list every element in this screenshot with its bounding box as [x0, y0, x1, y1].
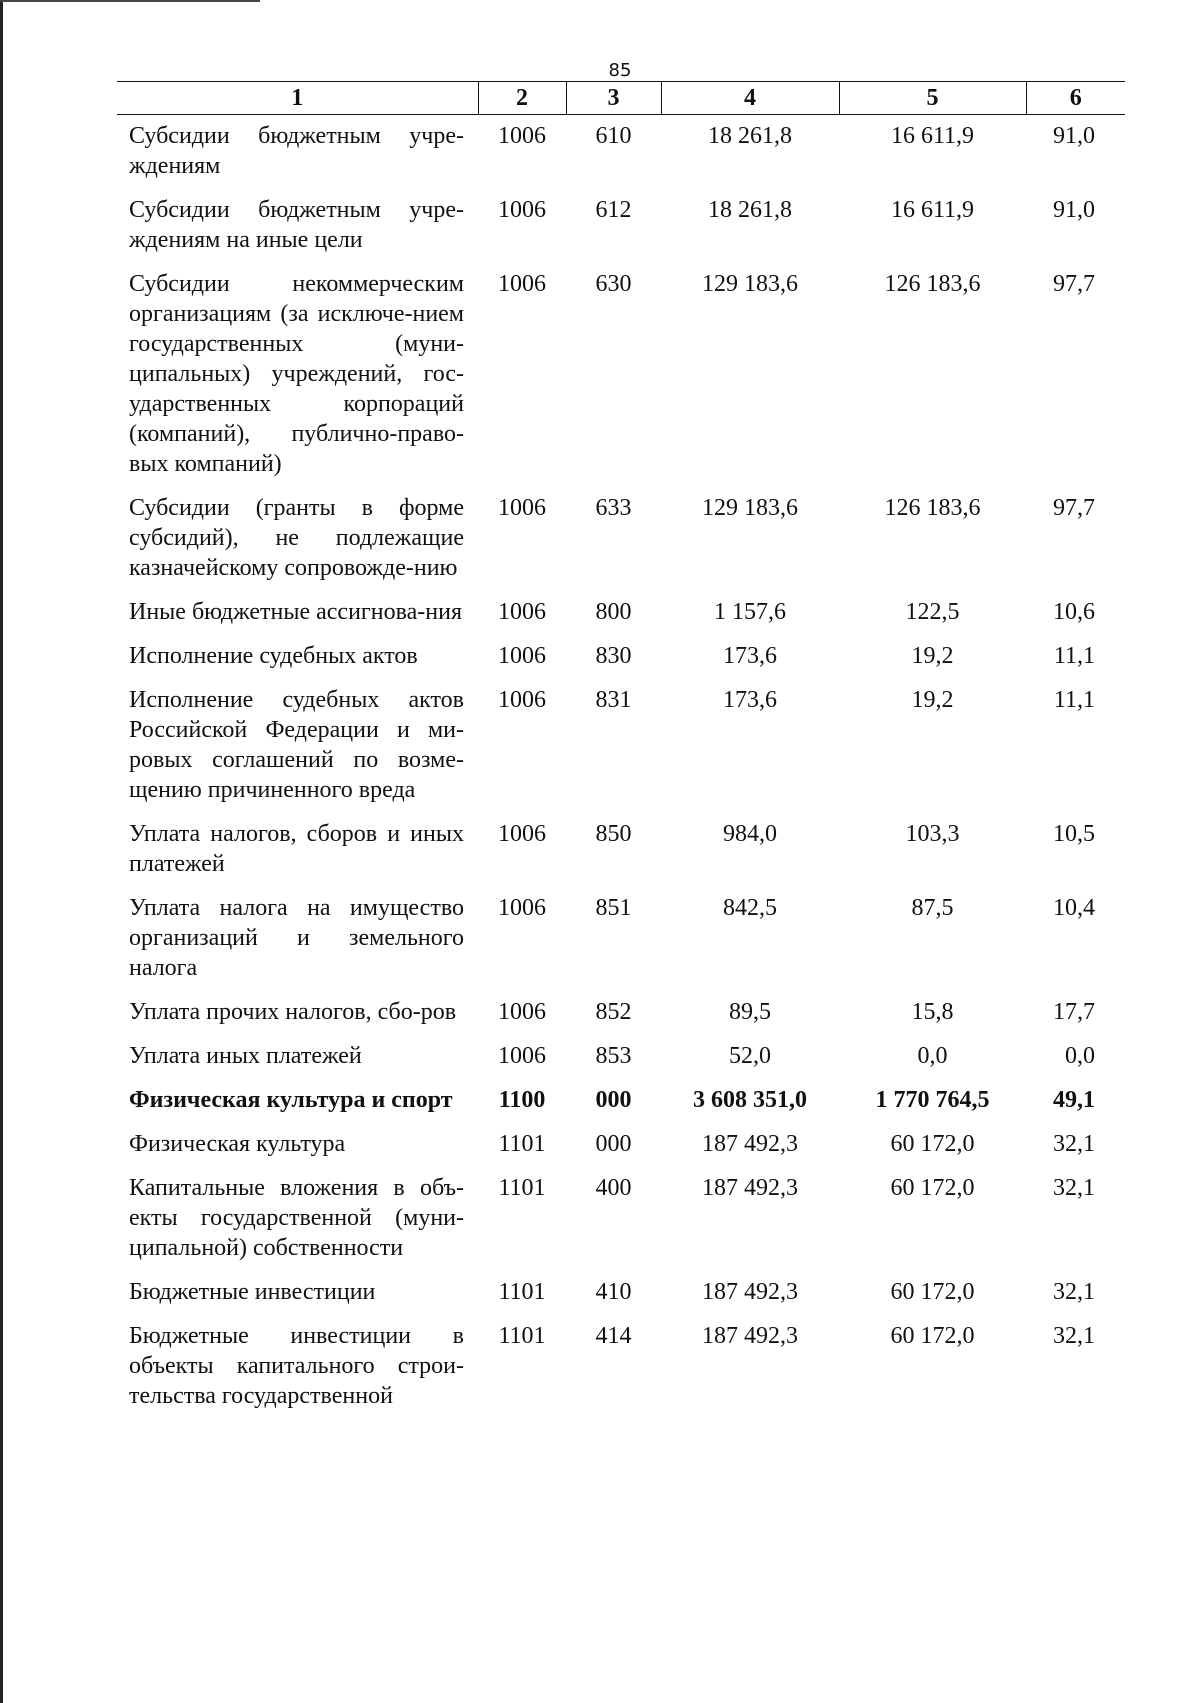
row-expense-type: 830: [595, 643, 632, 669]
row-executed-amount: 103,3: [905, 821, 960, 847]
row-execution-percent: 10,5: [1053, 821, 1095, 847]
row-executed-amount: 126 183,6: [884, 271, 981, 297]
page-number: 85: [608, 60, 632, 81]
row-planned-amount: 1 157,6: [714, 599, 786, 625]
row-planned-amount: 173,6: [723, 643, 777, 669]
row-expense-type: 852: [595, 999, 632, 1025]
scan-edge-left: [0, 0, 3, 1703]
row-expense-type: 610: [595, 123, 632, 149]
row-execution-percent: 32,1: [1053, 1323, 1095, 1349]
row-executed-amount: 16 611,9: [890, 197, 975, 223]
row-planned-amount: 18 261,8: [708, 123, 792, 149]
header-col-2: 2: [478, 82, 566, 115]
row-section-code: 1006: [498, 895, 546, 921]
header-col-4: 4: [661, 82, 839, 115]
row-label: Исполнение судебных актов Российской Федерации и ми-ровых соглашений по возме-щению причиненного вреда: [129, 687, 464, 803]
row-label: Уплата налога на имущество организаций и земельного налога: [129, 895, 464, 981]
row-execution-percent: 32,1: [1053, 1131, 1095, 1157]
row-executed-amount: 122,5: [905, 599, 960, 625]
row-execution-percent: 91,0: [1053, 197, 1095, 223]
table-row: [117, 115, 1125, 196]
row-expense-type: 831: [595, 687, 632, 713]
row-label: Капитальные вложения в объ-екты государственной (муни-ципальной) собственности: [129, 1175, 464, 1261]
row-section-code: 1006: [498, 271, 546, 297]
row-expense-type: 853: [595, 1043, 632, 1069]
row-label: Субсидии (гранты в форме субсидий), не подлежащие казначейскому сопровожде-нию: [129, 495, 464, 581]
row-section-code: 1100: [498, 1087, 546, 1113]
table-row: [117, 1173, 1125, 1277]
row-label: Иные бюджетные ассигнова-ния: [129, 599, 462, 625]
row-execution-percent: 97,7: [1053, 495, 1095, 521]
row-planned-amount: 187 492,3: [702, 1279, 798, 1305]
row-planned-amount: 187 492,3: [702, 1175, 798, 1201]
row-section-code: 1006: [498, 1043, 546, 1069]
row-expense-type: 851: [595, 895, 632, 921]
row-executed-amount: 16 611,9: [890, 123, 975, 149]
row-expense-type: 000: [595, 1087, 632, 1113]
row-planned-amount: 89,5: [729, 999, 771, 1025]
row-planned-amount: 129 183,6: [702, 495, 798, 521]
row-executed-amount: 1 770 764,5: [875, 1087, 990, 1113]
row-expense-type: 400: [595, 1175, 632, 1201]
table-body: [117, 115, 1125, 1426]
header-col-5: 5: [839, 82, 1026, 115]
row-execution-percent: 49,1: [1053, 1087, 1095, 1113]
row-section-code: 1006: [498, 643, 546, 669]
row-planned-amount: 187 492,3: [702, 1323, 798, 1349]
row-section-code: 1006: [498, 687, 546, 713]
row-executed-amount: 60 172,0: [890, 1279, 975, 1305]
row-execution-percent: 10,4: [1053, 895, 1095, 921]
row-label: Уплата налогов, сборов и иных платежей: [129, 821, 464, 877]
row-expense-type: 612: [595, 197, 632, 223]
row-execution-percent: 10,6: [1053, 599, 1095, 625]
row-label: Бюджетные инвестиции в объекты капитального строи-тельства государственной: [129, 1323, 464, 1409]
row-label: Уплата иных платежей: [129, 1043, 362, 1069]
row-planned-amount: 18 261,8: [708, 197, 792, 223]
header-row: [117, 82, 1125, 115]
row-section-code: 1006: [498, 999, 546, 1025]
row-executed-amount: 0,0: [917, 1043, 948, 1069]
table-row: [117, 1129, 1125, 1173]
row-label: Субсидии бюджетным учре- ждениям на иные цели: [129, 197, 464, 253]
row-section-code: 1006: [498, 495, 546, 521]
row-executed-amount: 60 172,0: [890, 1323, 975, 1349]
row-section-code: 1101: [498, 1323, 546, 1349]
row-section-code: 1006: [498, 123, 546, 149]
row-execution-percent: 32,1: [1053, 1279, 1095, 1305]
row-execution-percent: 97,7: [1053, 271, 1095, 297]
row-execution-percent: 11,1: [1053, 643, 1095, 669]
row-executed-amount: 60 172,0: [890, 1175, 975, 1201]
row-execution-percent: 11,1: [1053, 687, 1095, 713]
row-execution-percent: 32,1: [1053, 1175, 1095, 1201]
table-row: [117, 685, 1125, 819]
table-row: [117, 893, 1125, 997]
row-executed-amount: 19,2: [911, 643, 954, 669]
row-expense-type: 800: [595, 599, 632, 625]
table-row: [117, 1277, 1125, 1321]
row-expense-type: 850: [595, 821, 632, 847]
header-col-1: 1: [117, 82, 478, 115]
table-row: [117, 1321, 1125, 1425]
table-row: [117, 641, 1125, 685]
header-col-3: 3: [566, 82, 661, 115]
row-planned-amount: 3 608 351,0: [693, 1087, 807, 1113]
row-expense-type: 630: [595, 271, 632, 297]
row-planned-amount: 52,0: [729, 1043, 771, 1069]
row-expense-type: 000: [595, 1131, 632, 1157]
row-section-code: 1101: [498, 1131, 546, 1157]
table-row: [117, 493, 1125, 597]
row-planned-amount: 984,0: [723, 821, 777, 847]
row-executed-amount: 60 172,0: [890, 1131, 975, 1157]
row-executed-amount: 126 183,6: [884, 495, 981, 521]
row-expense-type: 633: [595, 495, 632, 521]
row-execution-percent: 17,7: [1053, 999, 1095, 1025]
row-executed-amount: 87,5: [911, 895, 954, 921]
row-planned-amount: 129 183,6: [702, 271, 798, 297]
budget-table-container: [117, 81, 1125, 1425]
table-row: [117, 819, 1125, 893]
row-section-code: 1101: [498, 1175, 546, 1201]
header-col-6: 6: [1026, 82, 1125, 115]
row-planned-amount: 173,6: [723, 687, 777, 713]
row-label: Субсидии бюджетным учре- ждениям: [129, 123, 464, 179]
table-row: [117, 1085, 1125, 1129]
row-executed-amount: 15,8: [911, 999, 954, 1025]
row-section-code: 1006: [498, 821, 546, 847]
row-label: Физическая культура: [129, 1131, 346, 1157]
table-row: [117, 195, 1125, 269]
table-row: [117, 1041, 1125, 1085]
row-section-code: 1006: [498, 599, 546, 625]
row-planned-amount: 842,5: [723, 895, 777, 921]
row-execution-percent: 0,0: [1065, 1043, 1095, 1069]
row-execution-percent: 91,0: [1053, 123, 1095, 149]
row-label: Исполнение судебных актов: [129, 643, 418, 669]
row-expense-type: 414: [595, 1323, 632, 1349]
row-expense-type: 410: [595, 1279, 632, 1305]
row-executed-amount: 19,2: [911, 687, 954, 713]
row-section-code: 1006: [498, 197, 546, 223]
table-row: [117, 997, 1125, 1041]
row-label: Субсидии некоммерческим организациям (за исключе-нием государственных (муни-ципальных) учреждений, гос-ударственных корпораций (компаний), публично-право-вых компаний): [129, 271, 464, 477]
row-label: Уплата прочих налогов, сбо-ров: [129, 999, 457, 1025]
table-row: [117, 597, 1125, 641]
row-section-code: 1101: [498, 1279, 546, 1305]
row-planned-amount: 187 492,3: [702, 1131, 798, 1157]
table-row: [117, 269, 1125, 493]
row-label: Бюджетные инвестиции: [129, 1279, 376, 1305]
row-label: Физическая культура и спорт: [129, 1087, 453, 1113]
budget-table: [117, 81, 1125, 1425]
scan-edge-top: [0, 0, 260, 2]
